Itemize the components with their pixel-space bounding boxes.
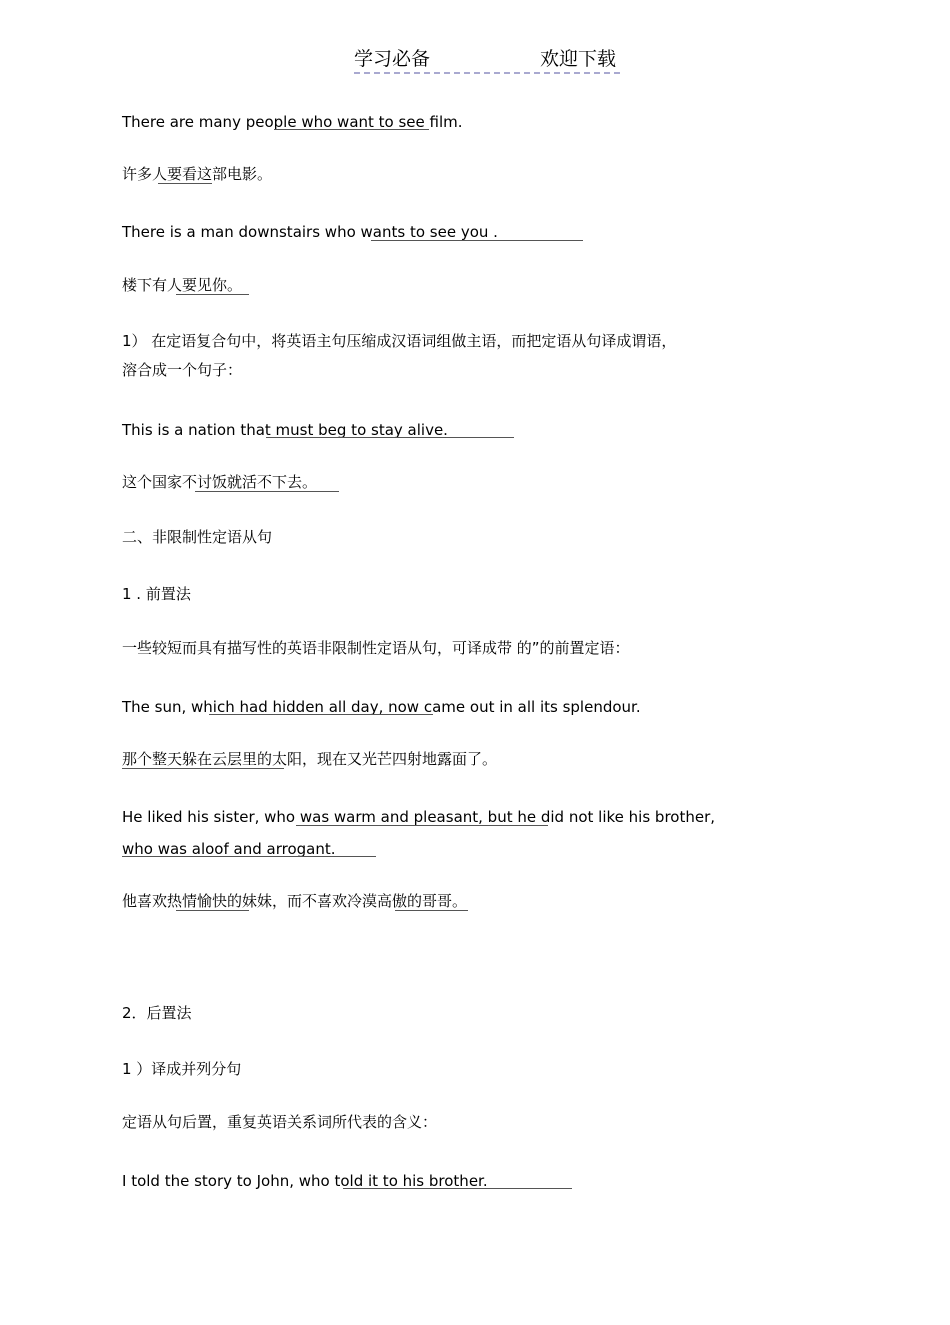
example-sentence-5-line-1: He liked his sister, who was warm and pleasant, but he did not like his brother, xyxy=(122,808,716,826)
back-method-description: 定语从句后置，重复英语关系词所代表的含义： xyxy=(122,1113,438,1131)
underline-2 xyxy=(158,183,212,184)
section-heading-2: 二、非限制性定语从句 xyxy=(122,528,273,546)
example-sentence-3: This is a nation that must beg to stay alive. xyxy=(122,421,448,439)
underline-8 xyxy=(122,768,284,769)
subheading-front-method: 1 . 前置法 xyxy=(122,585,191,603)
subheading-coordinate-clauses: 1 ）译成并列分句 xyxy=(122,1060,242,1078)
translation-1: 许多人要看这部电影。 xyxy=(122,165,273,183)
example-sentence-6: I told the story to John, who told it to his brother. xyxy=(122,1172,488,1190)
translation-3: 这个国家不讨饭就活不下去。 xyxy=(122,473,318,491)
subheading-back-method: 2．后置法 xyxy=(122,1004,192,1022)
header-left-text: 学习必备 xyxy=(354,48,431,70)
example-sentence-4: The sun, which had hidden all day, now came out in all its splendour. xyxy=(122,698,641,716)
underline-12 xyxy=(395,910,468,911)
underline-5 xyxy=(266,437,514,438)
underline-9 xyxy=(296,825,548,826)
header-right-text: 欢迎下载 xyxy=(539,48,616,70)
underline-10 xyxy=(122,856,376,857)
underline-13 xyxy=(343,1188,572,1189)
front-method-description: 一些较短而具有描写性的英语非限制性定语从句，可译成带 的”的前置定语： xyxy=(122,639,630,657)
underline-4 xyxy=(176,294,249,295)
underline-3 xyxy=(371,240,583,241)
rule-1-line-1: 1） 在定语复合句中，将英语主句压缩成汉语词组做主语，而把定语从句译成谓语， xyxy=(122,332,677,350)
underline-6 xyxy=(195,491,339,492)
page-header xyxy=(354,44,620,74)
translation-5: 他喜欢热情愉快的妹妹，而不喜欢冷漠高傲的哥哥。 xyxy=(122,892,468,910)
example-sentence-2: There is a man downstairs who wants to see you . xyxy=(122,223,498,241)
example-sentence-5-line-2: who was aloof and arrogant. xyxy=(122,840,336,858)
rule-1-line-2: 溶合成一个句子： xyxy=(122,361,243,379)
example-sentence-1: There are many people who want to see film. xyxy=(122,113,463,131)
underline-11 xyxy=(176,910,249,911)
translation-4: 那个整天躲在云层里的太阳，现在又光芒四射地露面了。 xyxy=(122,750,498,768)
underline-7 xyxy=(209,714,433,715)
underline-1 xyxy=(274,129,429,130)
translation-2: 楼下有人要见你。 xyxy=(122,276,243,294)
